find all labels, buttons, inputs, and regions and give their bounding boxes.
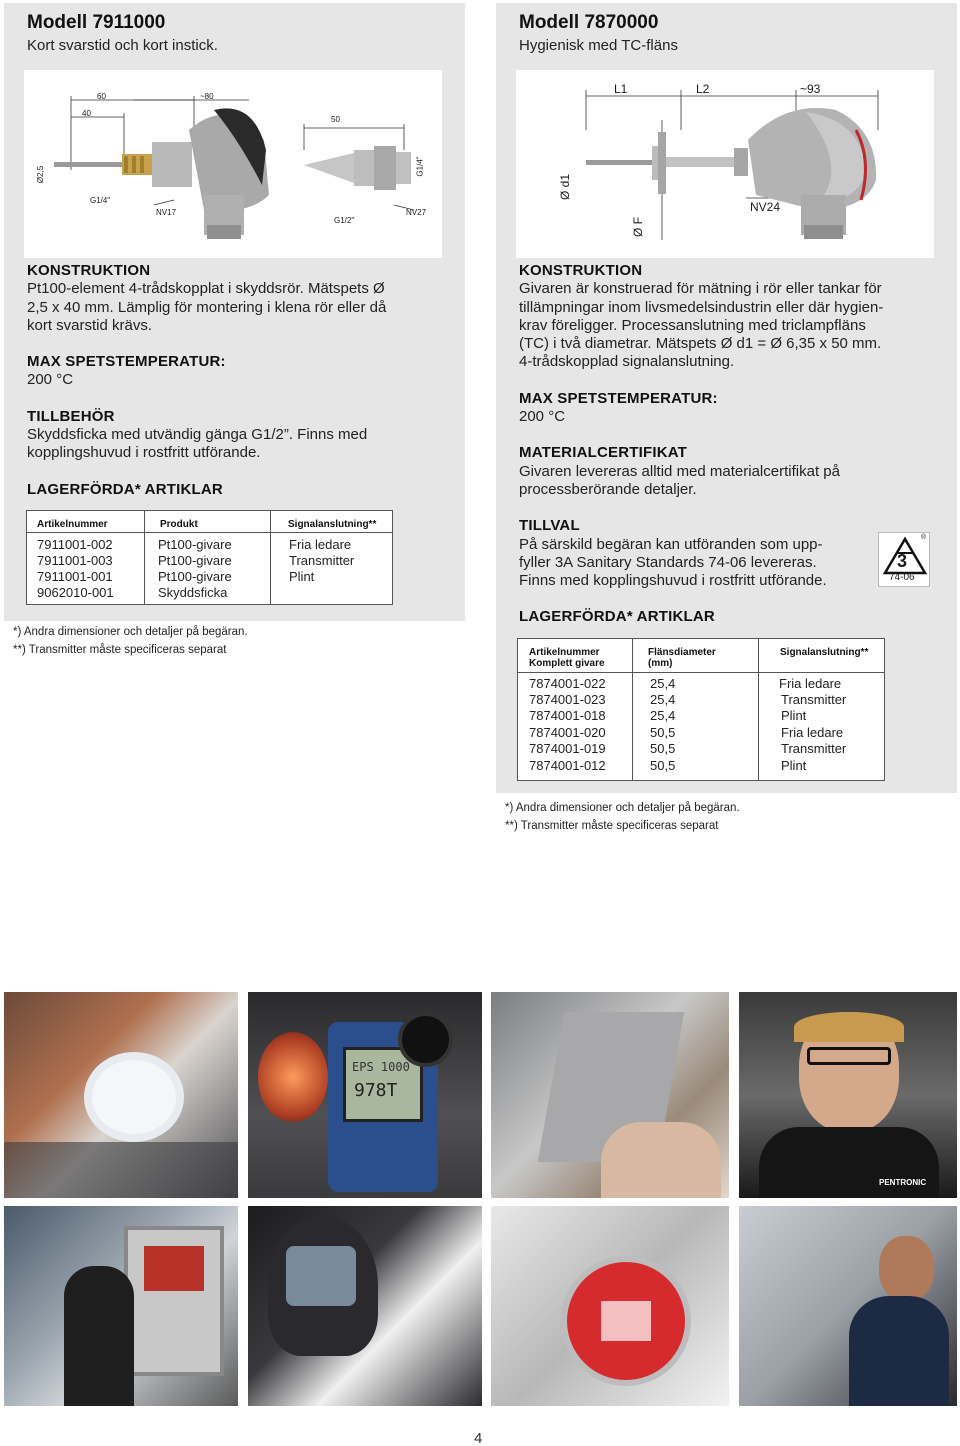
right-technical-drawing	[516, 70, 934, 258]
display-line: EPS 1000	[352, 1060, 410, 1074]
right-tillval-line: fyller 3A Sanitary Standards 74-06 levereras.	[519, 553, 817, 571]
dim-label: ~80	[200, 92, 214, 101]
table-header: Artikelnummer	[529, 647, 600, 658]
dim-label: Ø F	[631, 217, 645, 237]
table-cell: 50,5	[650, 725, 676, 740]
3a-sanitary-badge	[878, 532, 930, 587]
photo-handheld-instrument	[248, 992, 482, 1198]
right-cert-line: Givaren levereras alltid med materialcertifikat på	[519, 462, 840, 480]
table-cell: Pt100-givare	[158, 569, 232, 584]
logo-text: PENTRONIC	[879, 1178, 927, 1187]
table-cell: 9062010-001	[37, 585, 114, 600]
table-cell: 7874001-019	[529, 741, 606, 756]
dim-label: 50	[331, 115, 340, 124]
table-cell: 25,4	[650, 692, 676, 707]
badge-symbol: 3	[897, 551, 908, 571]
display-line: 978T	[354, 1080, 398, 1101]
table-cell: 7911001-002	[37, 537, 113, 552]
left-tillbehor-line: Skyddsficka med utvändig gänga G1/2”. Finns med	[27, 426, 368, 444]
page-number: 4	[474, 1430, 483, 1446]
table-cell: Skyddsficka	[158, 585, 228, 600]
table-cell: 7874001-020	[529, 725, 606, 740]
right-konstruktion-line: krav föreligger. Processanslutning med triclampfläns	[519, 316, 866, 334]
photo-cnc-operator	[4, 1206, 238, 1406]
left-maxtemp-value: 200 °C	[27, 371, 74, 389]
left-description	[27, 262, 457, 499]
footnote: **) Transmitter måste specificeras separat	[13, 643, 227, 656]
badge-code: 74-06	[889, 572, 915, 583]
table-header: Produkt	[160, 519, 198, 530]
left-lager-heading: LAGERFÖRDA* ARTIKLAR	[27, 480, 223, 498]
table-cell: 50,5	[650, 741, 676, 756]
table-cell: 7874001-012	[529, 758, 606, 773]
table-cell: 25,4	[650, 708, 676, 723]
table-cell: 50,5	[650, 758, 676, 773]
right-tillval-heading: TILLVAL	[519, 517, 580, 535]
table-cell: Transmitter	[781, 692, 847, 707]
dim-label: NV17	[156, 208, 177, 217]
badge-reg: ®	[921, 534, 927, 541]
left-konstruktion-line: kort svarstid krävs.	[27, 316, 153, 334]
table-header: Artikelnummer	[37, 519, 108, 530]
table-cell: Pt100-givare	[158, 537, 232, 552]
right-model-title: Modell 7870000	[519, 12, 659, 33]
right-konstruktion-line: (TC) i två diametrar. Mätspets Ø d1 = Ø 6,35 x 50 mm.	[519, 335, 882, 353]
table-cell: Pt100-givare	[158, 553, 232, 568]
table-cell: Fria ledare	[781, 725, 844, 740]
right-model-subtitle: Hygienisk med TC-fläns	[519, 37, 678, 54]
photo-hands-assembly	[491, 992, 729, 1198]
left-tillbehor-line: kopplingshuvud i rostfritt utförande.	[27, 444, 261, 462]
right-konstruktion-heading: KONSTRUKTION	[519, 262, 643, 279]
photo-woman-lab	[739, 1206, 957, 1406]
right-footnotes	[505, 800, 740, 835]
right-maxtemp-heading: MAX SPETSTEMPERATUR:	[519, 389, 718, 407]
dim-label: 40	[82, 109, 91, 118]
table-cell: Fria ledare	[289, 537, 352, 552]
table-cell: 7874001-023	[529, 692, 606, 707]
table-cell: Fria ledare	[779, 676, 842, 691]
right-cert-heading: MATERIALCERTIFIKAT	[519, 444, 688, 462]
table-cell: Transmitter	[289, 553, 355, 568]
dim-label: ~93	[800, 82, 821, 96]
left-konstruktion-line: Pt100-element 4-trådskopplat i skyddsrör. Mätspets Ø	[27, 280, 385, 298]
right-konstruktion-line: tillämpningar inom livsmedelsindustrin eller där hygien-	[519, 298, 884, 316]
right-konstruktion-line: 4-trådskopplad signalanslutning.	[519, 353, 735, 371]
table-cell: Plint	[781, 708, 807, 723]
dim-label: NV24	[750, 200, 781, 214]
left-konstruktion-heading: KONSTRUKTION	[27, 262, 151, 279]
photo-man-glasses	[739, 992, 957, 1198]
table-cell: Plint	[781, 758, 807, 773]
left-model-subtitle: Kort svarstid och kort instick.	[27, 37, 218, 54]
left-konstruktion-line: 2,5 x 40 mm. Lämplig för montering i klena rör eller då	[27, 298, 387, 316]
dim-label: NV27	[406, 208, 427, 217]
left-maxtemp-heading: MAX SPETSTEMPERATUR:	[27, 353, 226, 371]
photo-welding	[248, 1206, 482, 1406]
table-header: (mm)	[648, 658, 673, 669]
table-cell: 7911001-001	[37, 569, 113, 584]
dim-label: G1/4"	[415, 156, 425, 177]
right-articles-table	[517, 638, 885, 781]
dim-label: Ø2,5	[36, 165, 46, 184]
left-tillbehor-heading: TILLBEHÖR	[27, 407, 115, 425]
right-tillval-line: På särskild begäran kan utföranden som upp-	[519, 535, 823, 553]
table-cell: Transmitter	[781, 741, 847, 756]
left-articles-table	[26, 510, 393, 605]
left-technical-drawing	[24, 70, 442, 258]
dim-label: 60	[97, 92, 106, 101]
dim-label: G1/2"	[334, 216, 355, 225]
table-cell: 7911001-003	[37, 553, 113, 568]
right-lager-heading: LAGERFÖRDA* ARTIKLAR	[519, 608, 715, 626]
dim-label: G1/4"	[90, 196, 111, 205]
table-cell: 7874001-022	[529, 676, 606, 691]
table-cell: 25,4	[650, 676, 676, 691]
table-header: Signalanslutning**	[288, 519, 377, 530]
table-header: Flänsdiameter	[648, 647, 716, 658]
table-header: Komplett givare	[529, 658, 605, 669]
right-konstruktion-line: Givaren är konstruerad för mätning i rör eller tankar för	[519, 280, 882, 298]
dim-label: L2	[696, 82, 710, 96]
left-footnotes	[13, 624, 248, 659]
dim-label: Ø d1	[558, 173, 573, 201]
footnote: **) Transmitter måste specificeras separat	[505, 819, 719, 832]
footnote: *) Andra dimensioner och detaljer på begäran.	[505, 802, 740, 814]
left-model-title: Modell 7911000	[27, 12, 166, 33]
dim-label: L1	[614, 82, 628, 96]
right-maxtemp-value: 200 °C	[519, 408, 566, 426]
table-cell: 7874001-018	[529, 708, 606, 723]
table-header: Signalanslutning**	[780, 647, 869, 658]
footnote: *) Andra dimensioner och detaljer på begäran.	[13, 626, 248, 638]
photo-woman-magnifier	[4, 992, 238, 1198]
table-cell: Plint	[289, 569, 315, 584]
right-tillval-line: Finns med kopplingshuvud i rostfritt utförande.	[519, 572, 827, 590]
right-cert-line: processberörande detaljer.	[519, 480, 697, 498]
photo-transmitter-closeup	[491, 1206, 729, 1406]
